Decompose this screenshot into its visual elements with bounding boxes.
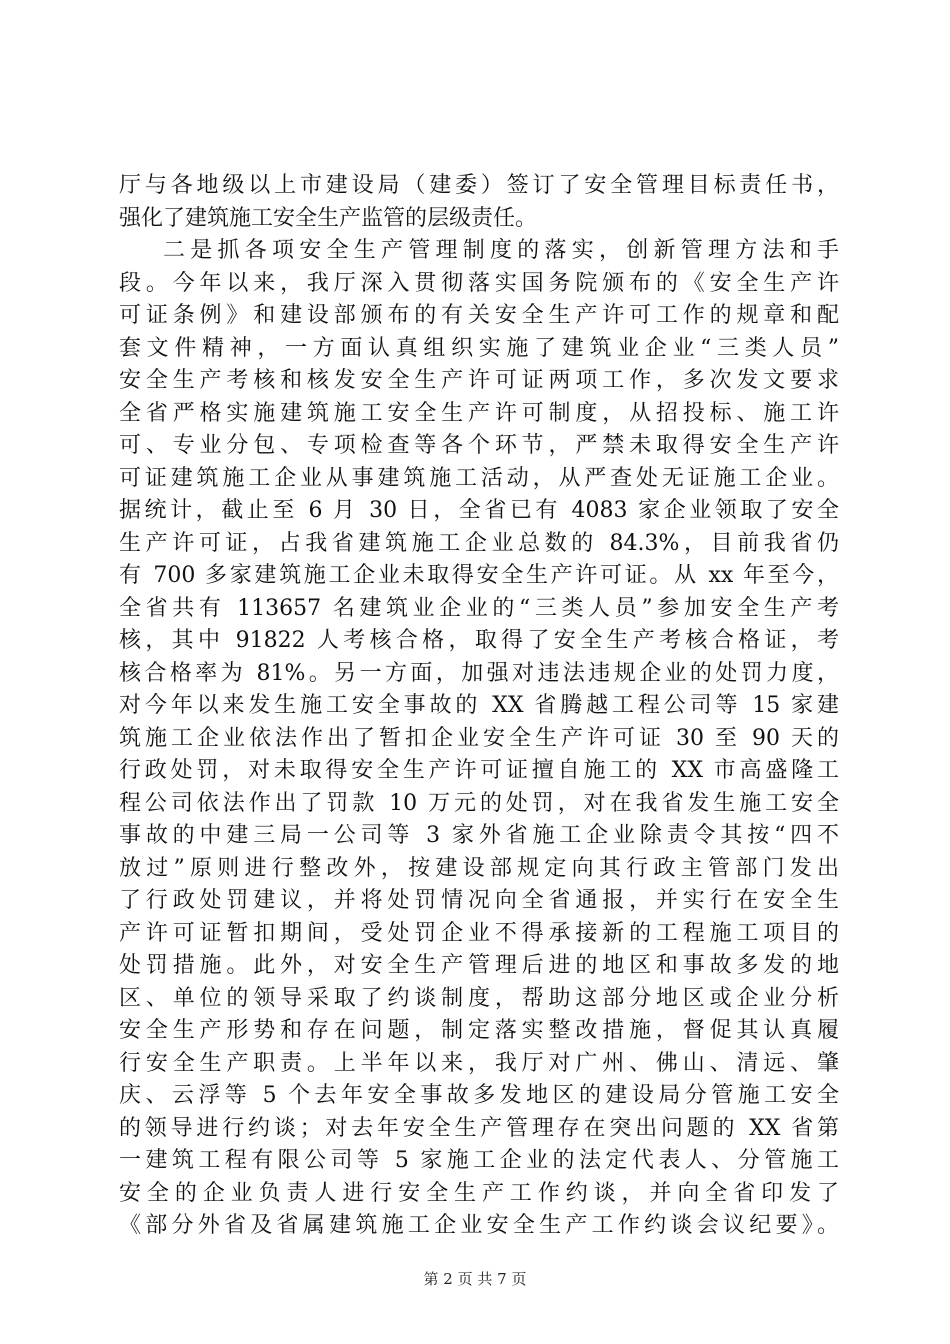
page-number-footer: 第 2 页 共 7 页 xyxy=(423,1270,527,1288)
text-line: 生产许可证，占我省建筑施工企业总数的 84.3%，目前我省仍 xyxy=(119,530,839,556)
text-line: 段。今年以来，我厅深入贯彻落实国务院颁布的《安全生产许 xyxy=(119,270,839,296)
text-line: 区、单位的领导采取了约谈制度，帮助这部分地区或企业分析 xyxy=(119,985,839,1011)
text-line: 筑施工企业依法作出了暂扣企业安全生产许可证 30 至 90 天的 xyxy=(119,725,839,751)
text-line: 可、专业分包、专项检查等各个环节，严禁未取得安全生产许 xyxy=(119,433,839,458)
text-line: 套文件精神，一方面认真组织实施了建筑业企业“三类人员” xyxy=(119,335,839,361)
text-line: 二是抓各项安全生产管理制度的落实，创新管理方法和手 xyxy=(163,238,839,263)
text-line: 安全生产形势和存在问题，制定落实整改措施，督促其认真履 xyxy=(119,1018,839,1043)
text-line: 程公司依法作出了罚款 10 万元的处罚，对在我省发生施工安全 xyxy=(119,790,839,816)
text-line: 了行政处罚建议，并将处罚情况向全省通报，并实行在安全生 xyxy=(119,888,839,913)
text-line: 全省共有 113657 名建筑业企业的“三类人员”参加安全生产考 xyxy=(119,595,839,621)
text-line: 事故的中建三局一公司等 3 家外省施工企业除责令其按“四不 xyxy=(119,823,839,848)
text-line: 行政处罚，对未取得安全生产许可证擅自施工的 XX 市高盛隆工 xyxy=(119,758,839,783)
text-line: 对今年以来发生施工安全事故的 XX 省腾越工程公司等 15 家建 xyxy=(119,693,839,718)
paragraph-2 xyxy=(119,235,839,1243)
text-line: 的领导进行约谈；对去年安全生产管理存在突出问题的 XX 省第 xyxy=(119,1115,839,1141)
text-line: 强化了建筑施工安全生产监管的层级责任。 xyxy=(119,205,538,231)
text-line: 安全的企业负责人进行安全生产工作约谈，并向全省印发了 xyxy=(119,1180,839,1206)
text-line: 核，其中 91822 人考核合格，取得了安全生产考核合格证，考 xyxy=(119,628,839,653)
text-line: 放过”原则进行整改外，按建设部规定向其行政主管部门发出 xyxy=(119,855,839,881)
text-line: 行安全生产职责。上半年以来，我厅对广州、佛山、清远、肇 xyxy=(119,1050,839,1076)
text-line: 厅与各地级以上市建设局（建委）签订了安全管理目标责任书， xyxy=(119,173,839,198)
text-line: 有 700 多家建筑施工企业未取得安全生产许可证。从 xx 年至今， xyxy=(119,563,839,588)
text-line: 一建筑工程有限公司等 5 家施工企业的法定代表人、分管施工 xyxy=(119,1148,839,1173)
paragraph-1 xyxy=(119,170,839,235)
text-line: 处罚措施。此外，对安全生产管理后进的地区和事故多发的地 xyxy=(119,953,839,978)
text-line: 安全生产考核和核发安全生产许可证两项工作，多次发文要求 xyxy=(119,368,839,393)
text-line: 核合格率为 81%。另一方面，加强对违法违规企业的处罚力度， xyxy=(119,660,839,686)
text-line: 庆、云浮等 5 个去年安全事故多发地区的建设局分管施工安全 xyxy=(119,1083,839,1108)
text-line: 产许可证暂扣期间，受处罚企业不得承接新的工程施工项目的 xyxy=(119,920,839,946)
text-line: 可证条例》和建设部颁布的有关安全生产许可工作的规章和配 xyxy=(119,303,839,328)
text-line: 可证建筑施工企业从事建筑施工活动，从严查处无证施工企业。 xyxy=(119,465,839,491)
text-line: 据统计，截止至 6 月 30 日，全省已有 4083 家企业领取了安全 xyxy=(119,498,839,523)
text-line: 《部分外省及省属建筑施工企业安全生产工作约谈会议纪要》。 xyxy=(119,1213,839,1238)
text-line: 全省严格实施建筑施工安全生产许可制度，从招投标、施工许 xyxy=(119,400,839,426)
document-body xyxy=(119,170,839,1243)
